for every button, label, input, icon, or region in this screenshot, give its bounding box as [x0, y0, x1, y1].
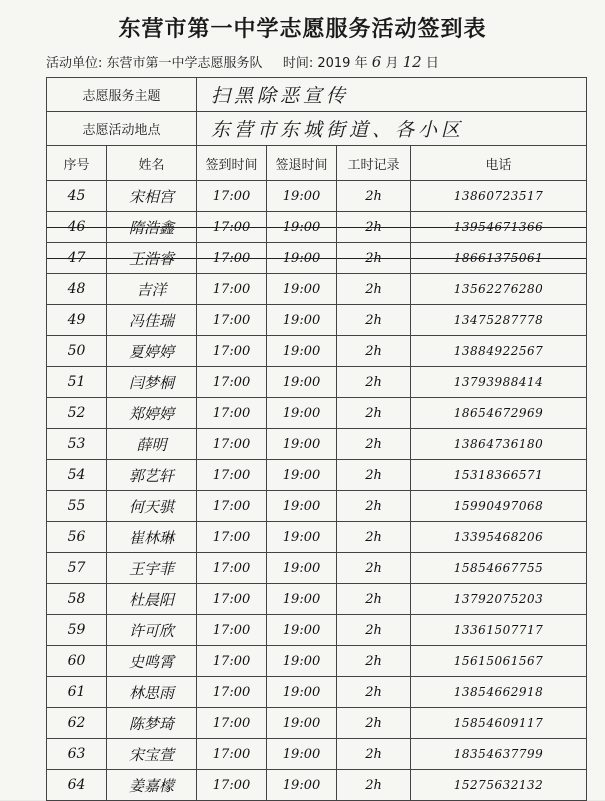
row-name: 林思雨 [107, 677, 197, 708]
location-value: 东营市东城街道、各小区 [197, 112, 587, 146]
row-name: 闫梦桐 [107, 367, 197, 398]
theme-label: 志愿服务主题 [47, 78, 197, 112]
table-row [47, 460, 587, 491]
table-row [47, 305, 587, 336]
row-sign-out: 19:00 [267, 491, 337, 522]
row-phone: 18354637799 [411, 739, 587, 770]
table-row [47, 336, 587, 367]
sheet-title: 东营市第一中学志愿服务活动签到表 [118, 17, 487, 42]
row-sign-in: 17:00 [197, 398, 267, 429]
row-hours: 2h [337, 646, 411, 677]
row-phone: 13793988414 [411, 367, 587, 398]
row-number: 58 [47, 584, 107, 615]
row-number: 56 [47, 522, 107, 553]
header-no: 序号 [47, 146, 107, 181]
header-row [47, 146, 587, 181]
row-name: 杜晨阳 [107, 584, 197, 615]
row-name: 宋宝萱 [107, 739, 197, 770]
table-row [47, 646, 587, 677]
row-sign-out: 19:00 [267, 212, 337, 243]
theme-row [47, 78, 587, 112]
row-phone: 15275632132 [411, 770, 587, 801]
row-sign-out: 19:00 [267, 305, 337, 336]
table-row [47, 212, 587, 243]
row-phone: 13792075203 [411, 584, 587, 615]
row-sign-out: 19:00 [267, 243, 337, 274]
row-number: 64 [47, 770, 107, 801]
unit-label: 活动单位: [46, 56, 103, 71]
row-number: 55 [47, 491, 107, 522]
activity-meta [46, 52, 586, 71]
month-suffix: 月 [385, 56, 399, 71]
header-hours: 工时记录 [337, 146, 411, 181]
row-name: 吉洋 [107, 274, 197, 305]
row-name: 王宇菲 [107, 553, 197, 584]
row-hours: 2h [337, 584, 411, 615]
table-row [47, 491, 587, 522]
header-phone: 电话 [411, 146, 587, 181]
row-name: 薛明 [107, 429, 197, 460]
location-row [47, 112, 587, 146]
row-hours: 2h [337, 367, 411, 398]
row-number: 54 [47, 460, 107, 491]
row-hours: 2h [337, 677, 411, 708]
row-sign-out: 19:00 [267, 708, 337, 739]
row-phone: 13884922567 [411, 336, 587, 367]
row-phone: 15854667755 [411, 553, 587, 584]
row-name: 郭艺轩 [107, 460, 197, 491]
table-row [47, 553, 587, 584]
header-sign-out: 签退时间 [267, 146, 337, 181]
table-row [47, 429, 587, 460]
row-sign-in: 17:00 [197, 274, 267, 305]
row-number: 57 [47, 553, 107, 584]
table-row [47, 367, 587, 398]
row-number: 48 [47, 274, 107, 305]
row-sign-in: 17:00 [197, 739, 267, 770]
row-sign-out: 19:00 [267, 398, 337, 429]
row-phone: 13860723517 [411, 181, 587, 212]
row-phone: 13475287778 [411, 305, 587, 336]
row-sign-out: 19:00 [267, 615, 337, 646]
row-number: 61 [47, 677, 107, 708]
row-phone: 15854609117 [411, 708, 587, 739]
row-hours: 2h [337, 770, 411, 801]
row-hours: 2h [337, 460, 411, 491]
row-hours: 2h [337, 398, 411, 429]
day-value: 12 [402, 53, 422, 71]
row-name: 姜嘉檬 [107, 770, 197, 801]
row-sign-in: 17:00 [197, 770, 267, 801]
row-phone: 13562276280 [411, 274, 587, 305]
row-sign-out: 19:00 [267, 677, 337, 708]
row-sign-in: 17:00 [197, 708, 267, 739]
row-phone: 13954671366 [411, 212, 587, 243]
table-row [47, 739, 587, 770]
row-sign-out: 19:00 [267, 553, 337, 584]
row-sign-in: 17:00 [197, 677, 267, 708]
table-row [47, 398, 587, 429]
row-name: 史鸣霄 [107, 646, 197, 677]
month-value: 6 [371, 53, 382, 71]
row-sign-out: 19:00 [267, 584, 337, 615]
sign-in-table [46, 77, 587, 801]
row-name: 夏婷婷 [107, 336, 197, 367]
row-sign-out: 19:00 [267, 739, 337, 770]
row-hours: 2h [337, 522, 411, 553]
table-row [47, 770, 587, 801]
row-hours: 2h [337, 615, 411, 646]
row-number: 62 [47, 708, 107, 739]
row-number: 49 [47, 305, 107, 336]
row-hours: 2h [337, 336, 411, 367]
row-sign-in: 17:00 [197, 491, 267, 522]
row-sign-out: 19:00 [267, 336, 337, 367]
row-sign-out: 19:00 [267, 181, 337, 212]
row-sign-in: 17:00 [197, 584, 267, 615]
row-phone: 15615061567 [411, 646, 587, 677]
row-hours: 2h [337, 553, 411, 584]
row-sign-in: 17:00 [197, 181, 267, 212]
row-hours: 2h [337, 274, 411, 305]
row-hours: 2h [337, 181, 411, 212]
table-row [47, 615, 587, 646]
row-sign-in: 17:00 [197, 522, 267, 553]
table-row [47, 274, 587, 305]
row-sign-out: 19:00 [267, 274, 337, 305]
row-sign-out: 19:00 [267, 460, 337, 491]
row-name: 冯佳瑞 [107, 305, 197, 336]
row-phone: 13854662918 [411, 677, 587, 708]
row-phone: 13864736180 [411, 429, 587, 460]
row-name: 陈梦琦 [107, 708, 197, 739]
row-number: 47 [47, 243, 107, 274]
row-name: 郑婷婷 [107, 398, 197, 429]
row-sign-in: 17:00 [197, 460, 267, 491]
row-name: 宋相宫 [107, 181, 197, 212]
row-sign-in: 17:00 [197, 429, 267, 460]
row-sign-in: 17:00 [197, 553, 267, 584]
row-sign-in: 17:00 [197, 336, 267, 367]
row-phone: 15990497068 [411, 491, 587, 522]
row-hours: 2h [337, 708, 411, 739]
day-suffix: 日 [425, 56, 439, 71]
row-number: 59 [47, 615, 107, 646]
table-row [47, 181, 587, 212]
row-sign-in: 17:00 [197, 367, 267, 398]
time-label: 时间: [282, 56, 314, 71]
row-number: 53 [47, 429, 107, 460]
year-suffix: 年 [354, 56, 368, 71]
row-name: 隋浩鑫 [107, 212, 197, 243]
row-phone: 13361507717 [411, 615, 587, 646]
unit-value: 东营市第一中学志愿服务队 [106, 56, 263, 71]
year-value: 2019 [317, 56, 351, 71]
row-sign-in: 17:00 [197, 646, 267, 677]
row-sign-out: 19:00 [267, 770, 337, 801]
row-name: 崔林琳 [107, 522, 197, 553]
row-hours: 2h [337, 243, 411, 274]
table-row [47, 522, 587, 553]
row-hours: 2h [337, 739, 411, 770]
row-number: 50 [47, 336, 107, 367]
row-name: 王浩睿 [107, 243, 197, 274]
row-sign-out: 19:00 [267, 646, 337, 677]
header-name: 姓名 [107, 146, 197, 181]
table-row [47, 708, 587, 739]
row-sign-out: 19:00 [267, 367, 337, 398]
row-name: 许可欣 [107, 615, 197, 646]
row-number: 63 [47, 739, 107, 770]
row-sign-in: 17:00 [197, 243, 267, 274]
row-number: 51 [47, 367, 107, 398]
row-number: 52 [47, 398, 107, 429]
row-number: 60 [47, 646, 107, 677]
table-row [47, 584, 587, 615]
row-sign-in: 17:00 [197, 305, 267, 336]
row-hours: 2h [337, 305, 411, 336]
row-sign-in: 17:00 [197, 615, 267, 646]
row-phone: 15318366571 [411, 460, 587, 491]
row-name: 何天骐 [107, 491, 197, 522]
row-sign-out: 19:00 [267, 429, 337, 460]
header-sign-in: 签到时间 [197, 146, 267, 181]
row-phone: 18661375061 [411, 243, 587, 274]
row-number: 46 [47, 212, 107, 243]
row-hours: 2h [337, 429, 411, 460]
row-phone: 18654672969 [411, 398, 587, 429]
row-phone: 13395468206 [411, 522, 587, 553]
table-row [47, 677, 587, 708]
row-sign-out: 19:00 [267, 522, 337, 553]
volunteer-rows [47, 181, 587, 801]
table-row [47, 243, 587, 274]
location-label: 志愿活动地点 [47, 112, 197, 146]
row-number: 45 [47, 181, 107, 212]
row-hours: 2h [337, 212, 411, 243]
row-hours: 2h [337, 491, 411, 522]
theme-value: 扫黑除恶宣传 [197, 78, 587, 112]
row-sign-in: 17:00 [197, 212, 267, 243]
